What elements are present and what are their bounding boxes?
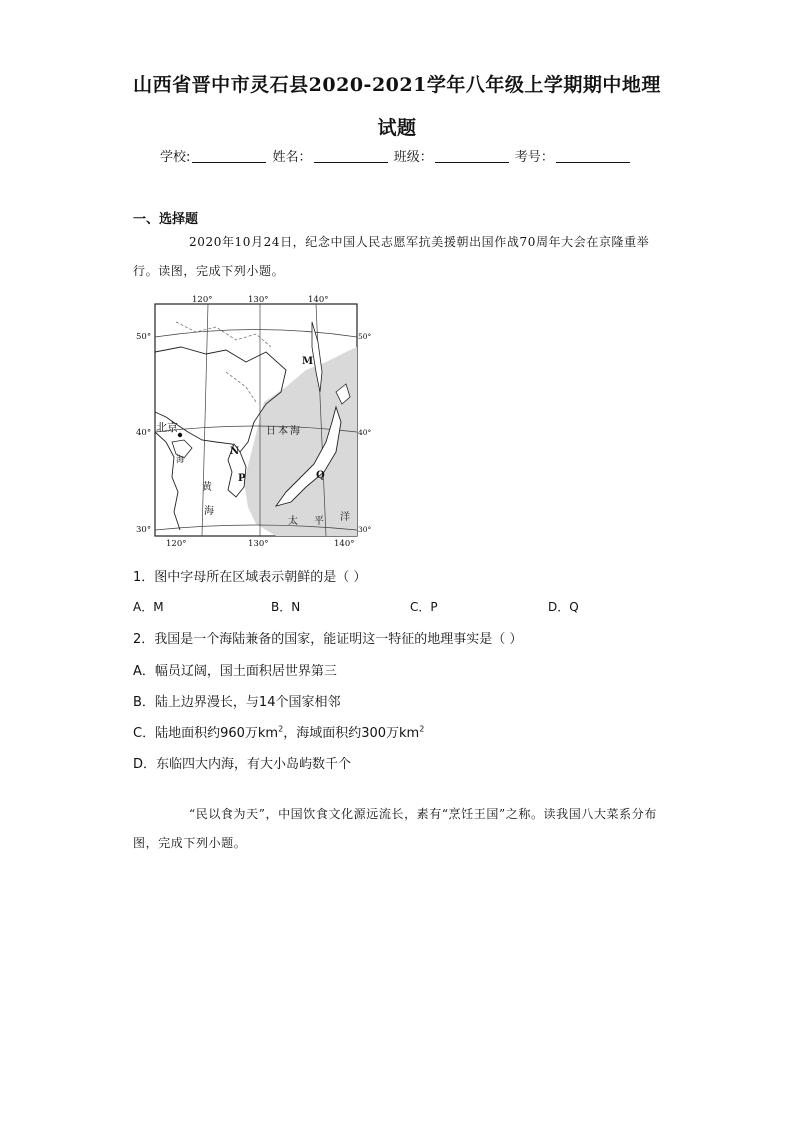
bohai-label: 海 (176, 455, 184, 464)
q2-option-c[interactable] (133, 722, 424, 741)
lat-right-50: 50° (358, 332, 372, 341)
number-blank[interactable] (556, 150, 630, 163)
question-1-stem: 1．图中字母所在区域表示朝鲜的是（ ） (133, 570, 367, 585)
passage-1: 2020年10月24日，纪念中国人民志愿军抗美援朝出国作战70周年大会在京隆重举行。读图，完成下列小题。 (133, 235, 650, 278)
q2-option-a[interactable]: A．幅员辽阔，国土面积居世界第三 (133, 664, 337, 679)
east-asia-map (136, 292, 372, 549)
lon-top-130: 130° (248, 295, 269, 305)
yellow-sea-label-1: 黄 (202, 482, 212, 493)
name-label: 姓名： (272, 150, 312, 165)
q2-option-c-sup1: 2 (278, 724, 284, 734)
name-blank[interactable] (314, 150, 388, 163)
student-info-line (160, 146, 632, 165)
lon-top-120: 120° (192, 295, 213, 305)
school-label: 学校: (160, 150, 191, 165)
q1-option-c[interactable]: C．P (410, 600, 438, 614)
q2-option-d[interactable]: D．东临四大内海，有大小岛屿数千个 (133, 757, 352, 772)
page-title: 山西省晋中市灵石县2020-2021学年八年级上学期期中地理 (133, 74, 661, 96)
q1-option-a[interactable]: A．M (133, 600, 164, 614)
letter-q: Q (316, 470, 325, 481)
number-label: 考号： (514, 150, 554, 165)
yellow-sea-label-2: 海 (204, 506, 214, 517)
q2-option-c-sup2: 2 (419, 724, 425, 734)
pacific-label-2: 平 (314, 516, 324, 527)
q2-option-b[interactable]: B．陆上边界漫长，与14个国家相邻 (133, 695, 341, 710)
lon-bottom-140: 140° (334, 539, 355, 549)
lat-left-30: 30° (136, 525, 152, 535)
question-2-stem: 2．我国是一个海陆兼备的国家，能证明这一特征的地理事实是（ ） (133, 632, 523, 647)
lon-bottom-120: 120° (166, 539, 187, 549)
class-blank[interactable] (435, 150, 509, 163)
lat-right-40: 40° (358, 428, 372, 437)
school-blank[interactable] (192, 150, 266, 163)
lat-left-40: 40° (136, 428, 152, 438)
section-heading: 一、选择题 (133, 212, 199, 227)
sea-of-japan-label: 日本海 (266, 426, 302, 437)
q1-option-d[interactable]: D．Q (548, 600, 579, 614)
letter-m: M (302, 356, 314, 367)
letter-n: N (230, 446, 240, 457)
letter-p: P (238, 473, 246, 484)
q2-option-c-part2: ，海域面积约300万km (283, 726, 420, 741)
beijing-label: 北京 (156, 421, 178, 434)
q1-option-b[interactable]: B．N (271, 600, 301, 614)
class-label: 班级： (393, 150, 433, 165)
pacific-label-3: 洋 (340, 512, 350, 523)
lon-top-140: 140° (308, 295, 329, 305)
page-title-line2: 试题 (377, 117, 417, 139)
pacific-label-1: 太 (288, 516, 298, 527)
lat-left-50: 50° (136, 332, 152, 342)
q2-option-c-part1: C．陆地面积约960万km (133, 726, 279, 741)
lat-right-30: 30° (358, 525, 372, 534)
passage-2: “民以食为天”，中国饮食文化源远流长，素有“烹饪王国”之称。读我国八大菜系分布图，完成下列小题。 (133, 807, 657, 850)
beijing-marker (178, 433, 182, 437)
lon-bottom-130: 130° (248, 539, 269, 549)
